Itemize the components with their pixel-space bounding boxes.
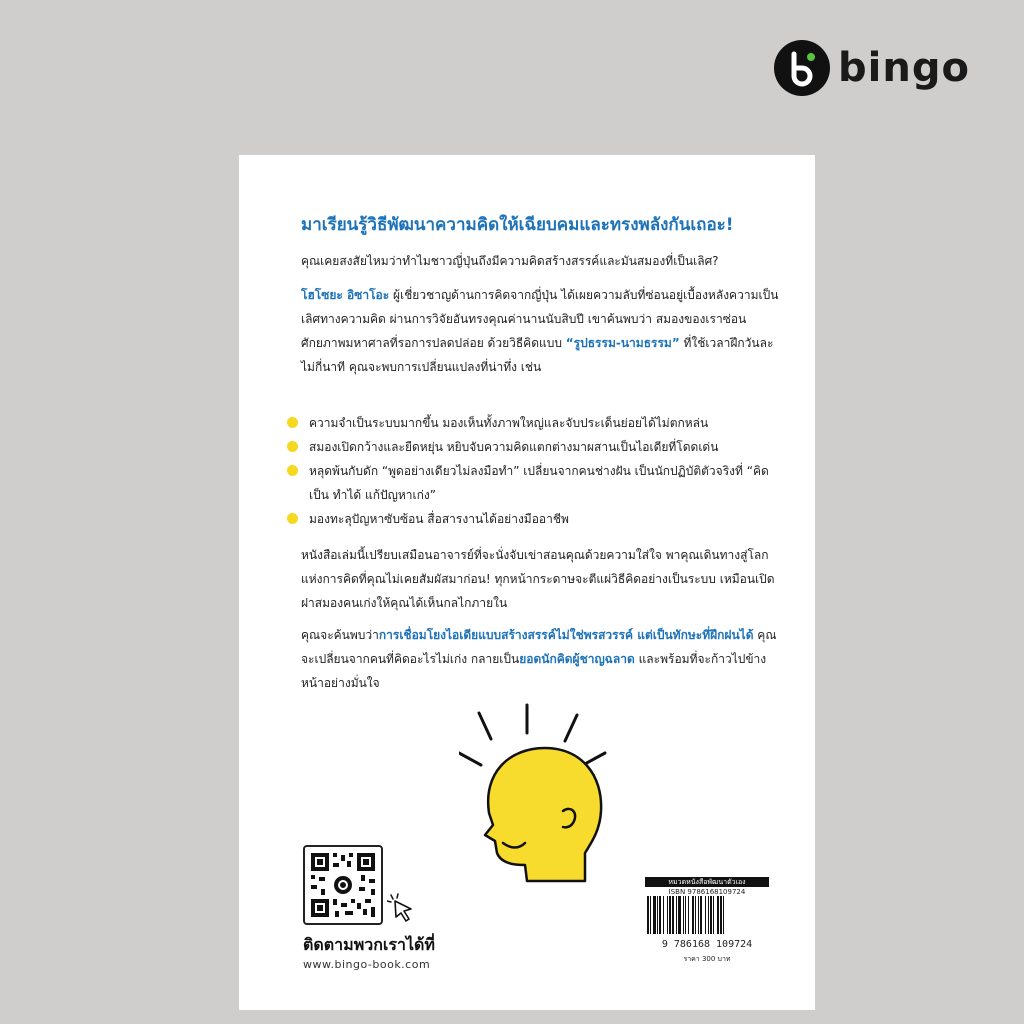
highlight-skill: การเชื่อมโยงไอเดียแบบสร้างสรรค์ไม่ใช่พรสวรรค์ แต่เป็นทักษะที่ฝึกฝนได้ xyxy=(378,628,754,642)
closing-paragraph: คุณจะค้นพบว่าการเชื่อมโยงไอเดียแบบสร้างสรรค์ไม่ใช่พรสวรรค์ แต่เป็นทักษะที่ฝึกฝนได้ คุณจะเปลี่ยนจากคนที่คิดอะไรไม่เก่ง กลายเป็นยอดนักคิดผู้ชาญฉลาด และพร้อมที่จะก้าวไปข้างหน้าอย่างมั่นใจ xyxy=(301,628,777,690)
bullet-dot-icon xyxy=(287,441,298,452)
book-back-cover xyxy=(239,155,815,1010)
website-link[interactable]: www.bingo-book.com xyxy=(303,958,431,971)
description-paragraph: หนังสือเล่มนี้เปรียบเสมือนอาจารย์ที่จะนั่งจับเข่าสอนคุณด้วยความใส่ใจ พาคุณเดินทางสู่โลกแห่งการคิดที่คุณไม่เคยสัมผัสมาก่อน! ทุกหน้ากระดาษจะตีแผ่วิธีคิดอย่างเป็นระบบ เหมือนเปิดฝาสมองคนเก่งให้คุณได้เห็นกลไกภายใน xyxy=(301,548,775,610)
qr-code-icon[interactable] xyxy=(303,845,383,925)
follow-us-label: ติดตามพวกเราได้ที่ xyxy=(303,935,435,954)
bullet-dot-icon xyxy=(287,465,298,476)
brand-name: bingo xyxy=(838,45,970,91)
price-label: ราคา 300 บาท xyxy=(683,955,731,963)
cursor-click-icon xyxy=(387,893,419,925)
method-name: “รูปธรรม-นามธรรม” xyxy=(565,336,680,350)
barcode-icon xyxy=(645,896,769,934)
highlight-thinker: ยอดนักคิดผู้ชาญฉลาด xyxy=(519,652,635,666)
bullet-dot-icon xyxy=(287,417,298,428)
list-item: มองทะลุปัญหาซับซ้อน สื่อสารงานได้อย่างมืออาชีพ xyxy=(287,507,787,531)
author-name: โฮโซยะ อิซาโอะ xyxy=(301,288,390,302)
thinking-head-icon xyxy=(459,703,609,893)
benefit-list xyxy=(287,411,787,531)
isbn-text: ISBN 9786168109724 xyxy=(668,888,746,896)
barcode-block xyxy=(645,877,769,965)
list-item: ความจำเป็นระบบมากขึ้น มองเห็นทั้งภาพใหญ่และจับประเด็นย่อยได้ไม่ตกหล่น xyxy=(287,411,787,435)
barcode-digits: 9 786168 109724 xyxy=(661,939,753,950)
bullet-dot-icon xyxy=(287,513,298,524)
barcode-category: หมวดหนังสือพัฒนาตัวเอง xyxy=(645,877,769,887)
list-item: สมองเปิดกว้างและยืดหยุ่น หยิบจับความคิดแตกต่างมาผสานเป็นไอเดียที่โดดเด่น xyxy=(287,435,787,459)
author-text: ผู้เชี่ยวชาญด้านการคิดจากญี่ปุ่น ได้เผยความลับที่ซ่อนอยู่เบื้องหลังความเป็นเลิศทางความคิด ผ่านการวิจัยอันทรงคุณค่านานนับสิบปี เขาค้นพบว่า สมองของเราซ่อนศักยภาพมหาศาลที่รอการปลดปล่อย ด้วยวิธีคิดแบบ xyxy=(301,288,779,350)
headline: มาเรียนรู้วิธีพัฒนาความคิดให้เฉียบคมและทรงพลังกันเถอะ! xyxy=(301,215,734,235)
brand-logo xyxy=(774,40,970,96)
bingo-logo-icon xyxy=(774,40,830,96)
list-item: หลุดพ้นกับดัก “พูดอย่างเดียวไม่ลงมือทำ” เปลี่ยนจากคนช่างฝัน เป็นนักปฏิบัติตัวจริงที่ “คิดเป็น ทำได้ แก้ปัญหาเก่ง” xyxy=(287,459,787,507)
author-paragraph xyxy=(301,283,781,379)
intro-paragraph: คุณเคยสงสัยไหมว่าทำไมชาวญี่ปุ่นถึงมีความคิดสร้างสรรค์และมันสมองที่เป็นเลิศ? xyxy=(301,254,719,268)
author-text-end: ที่ใช้เวลาฝึกวันละไม่กี่นาที คุณจะพบการเปลี่ยนแปลงที่น่าทึ่ง เช่น xyxy=(301,336,774,374)
